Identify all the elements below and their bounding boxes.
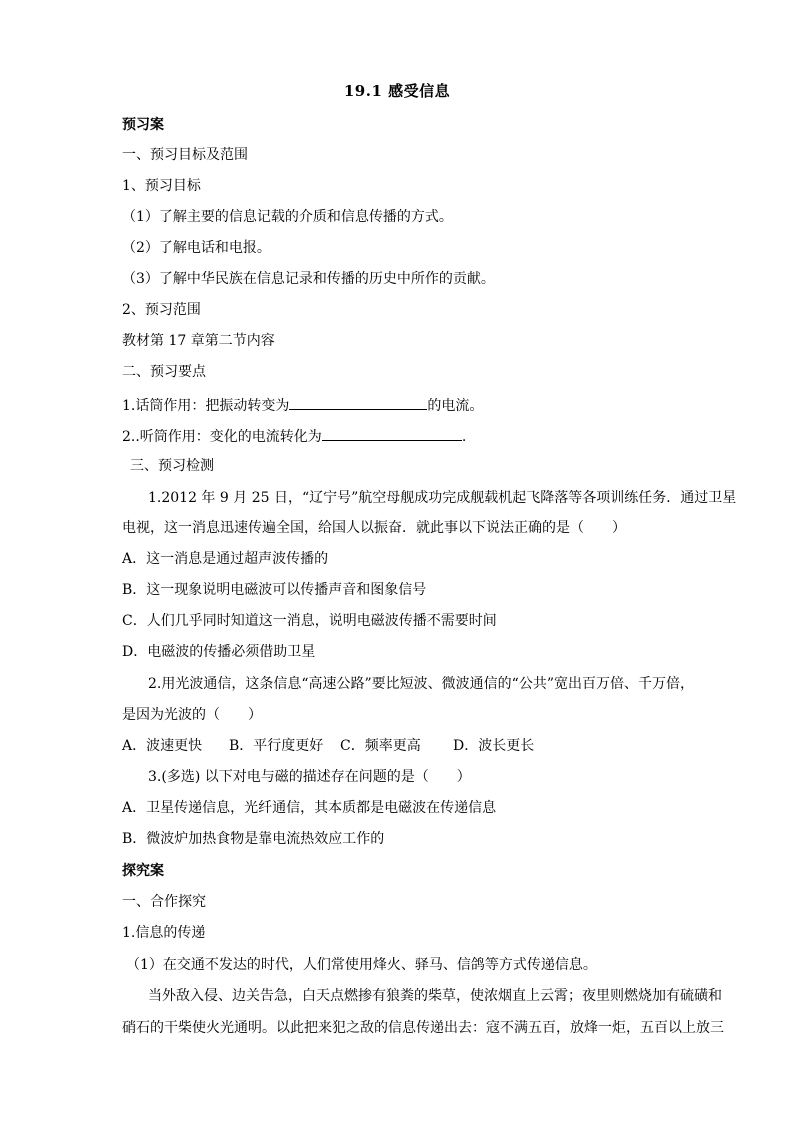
goal-item: （2）了解电话和电报。 (122, 240, 271, 256)
check-heading: 三、预习检测 (130, 458, 214, 474)
explore-p2-line1: 当外敌入侵、边关告急，白天点燃掺有狼粪的柴草，使浓烟直上云霄；夜里则燃烧加有硫磺和 (148, 988, 722, 1004)
q1-option: C．人们几乎同时知道这一消息，说明电磁波传播不需要时间 (122, 613, 497, 629)
q1-option: A．这一消息是通过超声波传播的 (122, 551, 329, 567)
key2-prefix: 2..听筒作用：变化的电流转化为 (122, 429, 322, 445)
explore-p2-line2: 硝石的干柴使火光通明。以此把来犯之敌的信息传递出去：寇不满五百，放烽一炬，五百以上放三 (122, 1020, 724, 1036)
explore-p1: （1）在交通不发达的时代，人们常使用烽火、驿马、信鸽等方式传递信息。 (126, 957, 597, 973)
q3-option: A．卫星传递信息，光纤通信，其本质都是电磁波在传递信息 (122, 800, 497, 816)
scope-sub: 2、预习范围 (122, 302, 201, 318)
goal-item: （3）了解中华民族在信息记录和传播的历史中所作的贡献。 (122, 271, 495, 287)
q2-line1: 2.用光波通信，这条信息“高速公路”要比短波、微波通信的“公共”宽出百万倍、千万倍， (148, 676, 694, 692)
goal-item: （1）了解主要的信息记载的介质和信息传播的方式。 (122, 209, 453, 225)
q2-option: B．平行度更好 (229, 738, 324, 754)
preview-heading: 预习案 (122, 117, 164, 133)
goals-heading: 一、预习目标及范围 (122, 147, 248, 163)
q2-options (122, 736, 534, 756)
q1-line2: 电视，这一消息迅速传遍全国，给国人以振奋．就此事以下说法正确的是（ ） (122, 520, 626, 536)
q2-line2: 是因为光波的（ ） (122, 707, 262, 723)
key-point-2 (122, 425, 466, 447)
key1-prefix: 1.话筒作用：把振动转变为 (122, 398, 290, 414)
coop-heading: 一、合作探究 (122, 894, 206, 910)
q2-option: A．波速更快 (122, 738, 203, 754)
page-title: 19.1 感受信息 (343, 82, 451, 100)
q1-option: B．这一现象说明电磁波可以传播声音和图象信号 (122, 582, 427, 598)
explore-heading: 探究案 (122, 863, 164, 879)
q3-line1: 3.(多选) 以下对电与磁的描述存在问题的是（ ） (148, 769, 471, 785)
goals-sub: 1、预习目标 (122, 178, 201, 194)
explore-sub1: 1.信息的传递 (122, 925, 206, 941)
scope-text: 教材第 17 章第二节内容 (122, 333, 275, 349)
fill-blank-2[interactable] (322, 425, 462, 441)
key-heading: 二、预习要点 (122, 364, 206, 380)
key2-suffix: . (461, 429, 467, 445)
q2-option: D．波长更长 (453, 738, 535, 754)
key-point-1 (122, 394, 483, 416)
q2-option: C．频率更高 (340, 738, 421, 754)
q3-option: B．微波炉加热食物是靠电流热效应工作的 (122, 831, 385, 847)
fill-blank-1[interactable] (289, 394, 427, 410)
q1-option: D．电磁波的传播必须借助卫星 (122, 644, 316, 660)
q1-line1: 1.2012 年 9 月 25 日，“辽宁号”航空母舰成功完成舰载机起飞降落等各项训练任务．通过卫星 (148, 490, 737, 506)
key1-suffix: 的电流。 (427, 398, 484, 414)
